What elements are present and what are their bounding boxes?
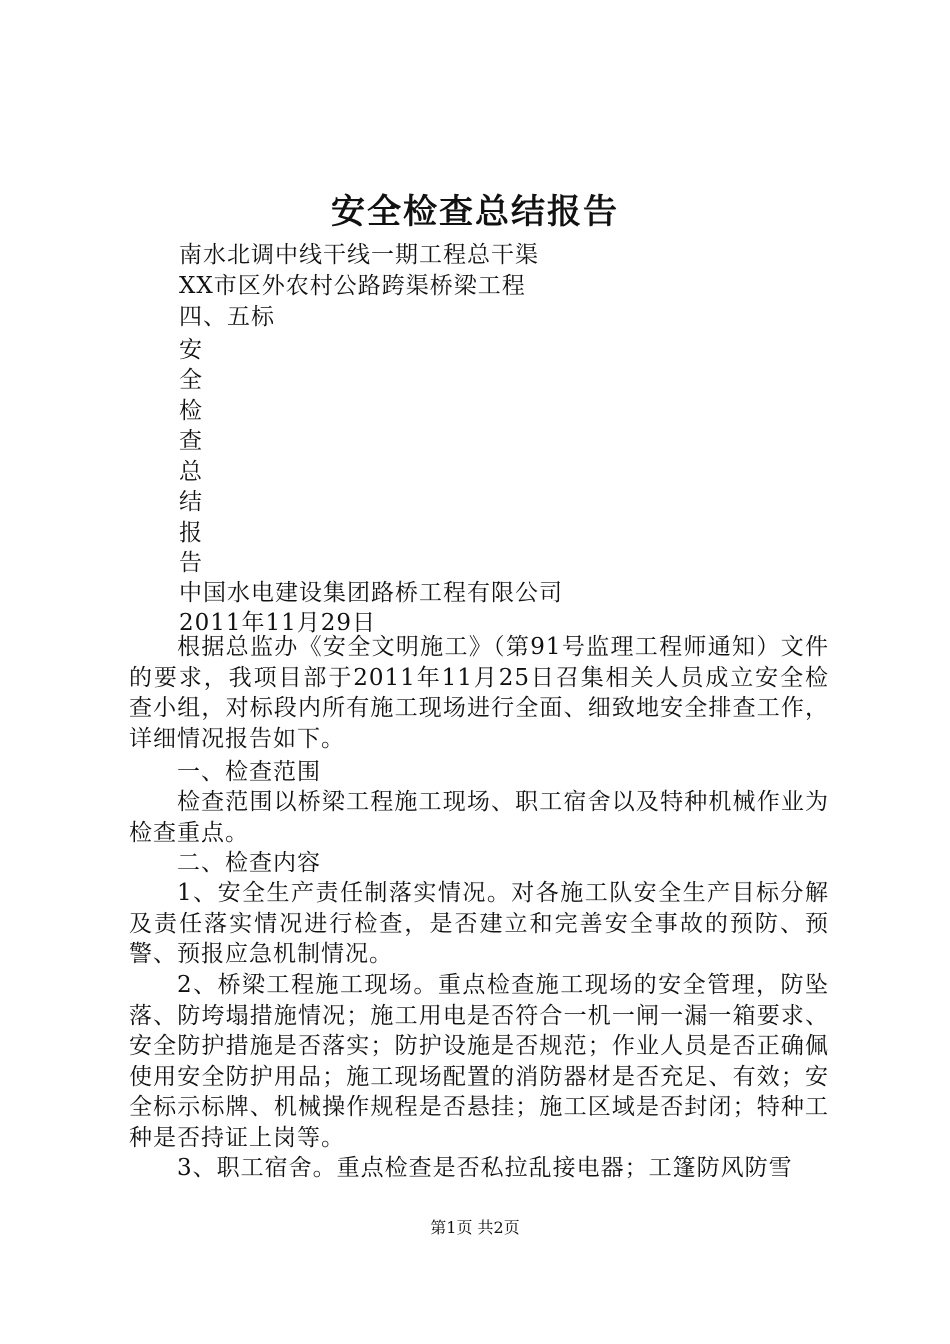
document-title: 安全检查总结报告 bbox=[331, 192, 619, 232]
project-line-2: XX市区外农村公路跨渠桥梁工程 bbox=[179, 273, 526, 299]
vertical-title-char: 告 bbox=[179, 550, 202, 576]
intro-paragraph: 根据总监办《安全文明施工》（第91号监理工程师通知）文件的要求，我项目部于2011年11月25日召集相关人员成立安全检查小组，对标段内所有施工现场进行全面、细致地安全排查工作，详细情况报告如下。 bbox=[129, 634, 829, 752]
vertical-title-char: 查 bbox=[179, 428, 202, 454]
vertical-title-char: 全 bbox=[179, 367, 202, 393]
content-item-3: 3、职工宿舍。重点检查是否私拉乱接电器；工篷防风防雪 bbox=[177, 1155, 793, 1181]
vertical-title-char: 安 bbox=[179, 337, 202, 363]
page-footer: 第1页 共2页 bbox=[430, 1218, 520, 1237]
company-name: 中国水电建设集团路桥工程有限公司 bbox=[179, 580, 563, 606]
content-item-1: 1、安全生产责任制落实情况。对各施工队安全生产目标分解及责任落实情况进行检查，是否建立和完善安全事故的预防、预警、预报应急机制情况。 bbox=[129, 880, 829, 967]
report-date: 2011年11月29日 bbox=[179, 610, 377, 636]
project-line-1: 南水北调中线干线一期工程总干渠 bbox=[179, 242, 539, 268]
section-1-heading: 一、检查范围 bbox=[177, 759, 321, 785]
vertical-title-char: 报 bbox=[179, 520, 202, 546]
vertical-title-char: 检 bbox=[179, 398, 202, 424]
project-line-3: 四、五标 bbox=[179, 304, 275, 330]
vertical-title-char: 结 bbox=[179, 489, 202, 515]
content-item-2: 2、桥梁工程施工现场。重点检查施工现场的安全管理，防坠落、防垮塌措施情况；施工用电是否符合一机一闸一漏一箱要求、安全防护措施是否落实；防护设施是否规范；作业人员是否正确佩使用安全防护用品；施工现场配置的消防器材是否充足、有效；安全标示标牌、机械操作规程是否悬挂；施工区域是否封闭；特种工种是否持证上岗等。 bbox=[129, 972, 829, 1151]
section-1-body: 检查范围以桥梁工程施工现场、职工宿舍以及特种机械作业为检查重点。 bbox=[129, 789, 829, 846]
section-2-heading: 二、检查内容 bbox=[177, 850, 321, 876]
vertical-title-char: 总 bbox=[179, 459, 202, 485]
